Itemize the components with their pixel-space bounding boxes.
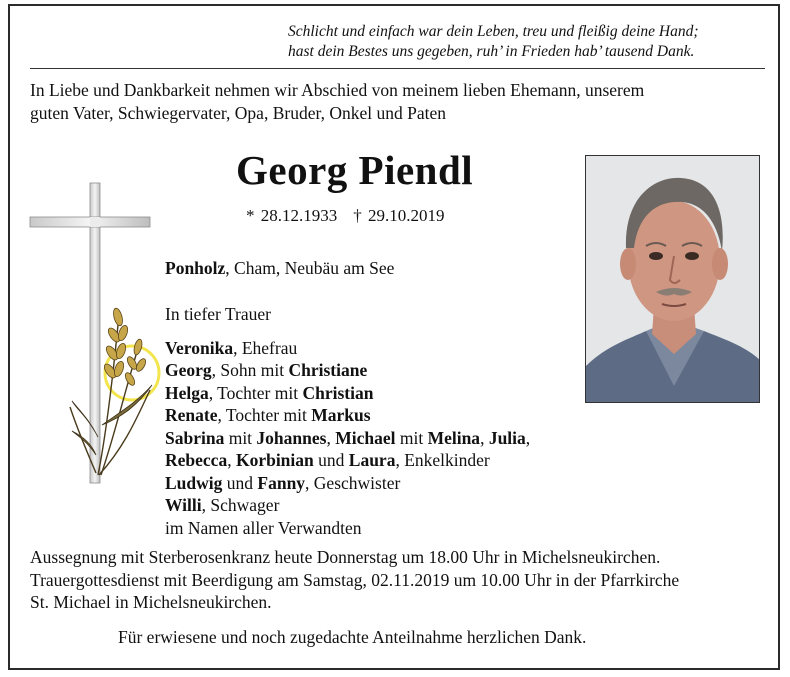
intro-line-1: In Liebe und Dankbarkeit nehmen wir Abschied von meinem lieben Ehemann, unserem <box>30 80 645 100</box>
mourner-line <box>165 494 530 517</box>
mourner-relation: , <box>525 427 531 448</box>
mourner-line <box>165 337 530 360</box>
mourner-relation: mit <box>224 427 257 448</box>
mourner-line <box>165 404 530 427</box>
mourner-name: Willi <box>165 495 202 515</box>
mourner-relation: , Tochter mit <box>217 405 312 425</box>
mourner-relation: im Namen aller Verwandten <box>165 517 362 538</box>
thanks-line: Für erwiesene und noch zugedachte Anteilnahme herzlichen Dank. <box>118 627 587 647</box>
mourner-line <box>165 427 530 450</box>
mourner-name: Georg <box>165 360 212 380</box>
mourner-name: Renate <box>165 405 218 425</box>
portrait-photo-icon <box>586 156 760 403</box>
mourner-relation: , Sohn mit <box>211 360 289 380</box>
service-info <box>30 546 775 614</box>
mourner-name: Christiane <box>288 360 368 380</box>
mourner-relation: , Geschwister <box>305 472 401 493</box>
mourner-relation: , Schwager <box>201 495 280 515</box>
mourner-name: Johannes <box>256 427 327 448</box>
mourner-relation: , <box>480 427 489 448</box>
mourner-line <box>165 359 530 382</box>
mourner-line <box>165 517 530 540</box>
mourner-name: Melina <box>427 427 481 448</box>
mourner-name: Christian <box>302 382 374 403</box>
mourner-line <box>165 449 530 472</box>
motto-line-2: hast dein Bestes uns gegeben, ruh’ in Frieden hab’ tausend Dank. <box>288 43 695 60</box>
mourner-name: Ludwig <box>165 472 223 493</box>
mourners-list <box>165 303 530 539</box>
residence <box>165 258 394 279</box>
mourner-relation: , Ehefrau <box>233 337 298 358</box>
mourner-name: Fanny <box>257 472 306 493</box>
mourner-name: Helga <box>165 382 209 403</box>
motto-line-1: Schlicht und einfach war dein Leben, treu und fleißig deine Hand; <box>288 23 699 40</box>
mourner-relation: mit <box>395 427 428 448</box>
mourner-name: Laura <box>348 450 396 470</box>
mourner-relation: und <box>313 450 349 470</box>
residence-rest: , Cham, Neubäu am See <box>225 258 395 278</box>
mourner-name: Markus <box>311 405 371 425</box>
mourner-relation: , <box>326 427 336 448</box>
mourner-relation: , <box>227 450 236 470</box>
mourner-relation: , Enkelkinder <box>395 450 490 470</box>
mourners-heading: In tiefer Trauer <box>165 304 271 324</box>
mourner-relation: und <box>222 472 258 493</box>
mourner-name: Sabrina <box>165 427 225 448</box>
motto-divider <box>30 68 765 69</box>
mourner-name: Korbinian <box>235 450 314 470</box>
birth-date: * 28.12.1933 <box>246 206 338 225</box>
service-line-1: Aussegnung mit Sterberosenkranz heute Donnerstag um 18.00 Uhr in Michelsneukirchen. <box>30 547 661 567</box>
service-line-2: Trauergottesdienst mit Beerdigung am Samstag, 02.11.2019 um 10.00 Uhr in der Pfarrkirche <box>30 569 680 590</box>
mourner-name: Michael <box>335 427 396 448</box>
mourner-relation: , Tochter mit <box>208 382 303 403</box>
life-dates <box>246 206 445 226</box>
mourner-name: Rebecca <box>165 450 228 470</box>
mourner-name: Veronika <box>165 337 234 358</box>
service-line-3: St. Michael in Michelsneukirchen. <box>30 592 272 612</box>
mourner-name: Julia <box>488 427 526 448</box>
residence-town: Ponholz <box>165 258 226 278</box>
mourner-lines <box>165 337 530 540</box>
deceased-name: Georg Piendl <box>236 147 474 193</box>
portrait-photo <box>585 155 760 403</box>
motto-verse <box>288 22 768 62</box>
mourner-line <box>165 382 530 405</box>
death-date: † 29.10.2019 <box>353 206 445 225</box>
intro-text <box>30 79 770 125</box>
intro-line-2: guten Vater, Schwiegervater, Opa, Bruder, Onkel und Paten <box>30 103 446 123</box>
cross-with-wheat-icon <box>26 175 166 490</box>
mourner-line <box>165 472 530 495</box>
